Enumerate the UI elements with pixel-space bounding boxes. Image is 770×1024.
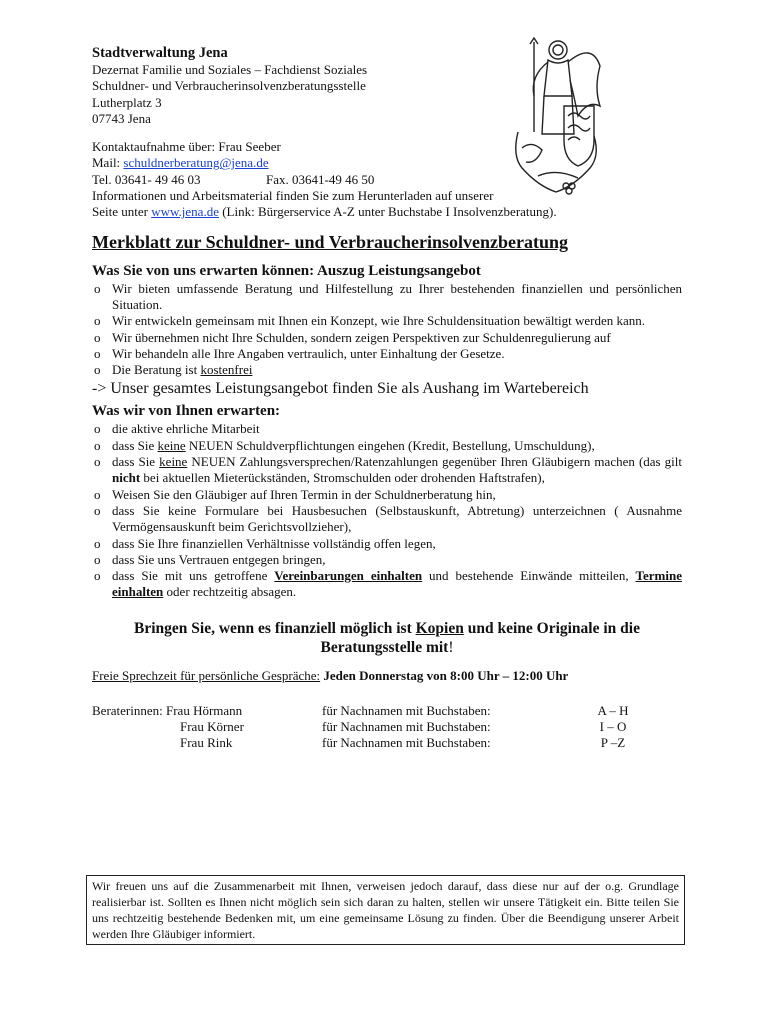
item-text: dass Sie mit uns getroffene bbox=[112, 568, 275, 584]
expectation-list bbox=[92, 421, 682, 600]
advisor-name: Frau Rink bbox=[180, 735, 233, 751]
site-suffix: (Link: Bürgerservice A-Z unter Buchstabe I Insolvenzberatung). bbox=[218, 204, 557, 220]
notice-text: Bringen Sie, wenn es finanziell möglich ist bbox=[134, 619, 416, 637]
advisor-name-text: Frau Hörmann bbox=[166, 702, 243, 718]
item-text: bei aktuellen Mieterückständen, Stromschulden oder drohenden Haftstrafen), bbox=[140, 470, 545, 486]
letterhead-line: Lutherplatz 3 bbox=[92, 94, 162, 110]
bring-copies-notice bbox=[92, 619, 682, 657]
advisor-rule: für Nachnamen mit Buchstaben: bbox=[322, 719, 491, 735]
item-text: dass Sie bbox=[112, 437, 158, 453]
organization-name: Stadtverwaltung Jena bbox=[92, 45, 228, 61]
emphasis-free: kostenfrei bbox=[200, 362, 253, 378]
notice-text: ! bbox=[448, 638, 454, 656]
website-line bbox=[92, 204, 682, 220]
phone-number: Tel. 03641- 49 46 03 bbox=[92, 171, 201, 187]
list-item bbox=[92, 454, 682, 487]
advisor-rule: für Nachnamen mit Buchstaben: bbox=[322, 735, 491, 751]
list-item: o dass Sie keine Formulare bei Hausbesuchen (Selbstauskunft, Abtretung) unterzeichnen ( Ausnahme Vermögensauskunft beim Gerichtsvollzieher), bbox=[92, 503, 682, 536]
list-item: o Wir behandeln alle Ihre Angaben vertraulich, unter Einhaltung der Gesetze. bbox=[92, 346, 682, 362]
emphasis-keine: keine bbox=[159, 454, 188, 470]
mail-label: Mail: bbox=[92, 155, 124, 171]
advisor-range: P –Z bbox=[600, 735, 626, 751]
list-item: o dass Sie uns Vertrauen entgegen bringen, bbox=[92, 552, 682, 568]
consultation-hours bbox=[92, 667, 682, 684]
contact-person: Kontaktaufnahme über: Frau Seeber bbox=[92, 139, 281, 155]
item-text: und bestehende Einwände mitteilen, bbox=[422, 568, 636, 584]
cooperation-notice-box: Wir freuen uns auf die Zusammenarbeit mit Ihnen, verweisen jedoch darauf, dass diese nur auf der o.g. Grundlage realisierbar ist. Sollten es Ihnen nicht möglich sein sich daran zu halten, stellen wir unsere Tätigkeit ein. Bitte teilen Sie uns rechtzeitig bestehende Bedenken mit, um eine gemeinsame Lösung zu finden. Über die Beendigung unserer Arbeit werden Ihre Gläubiger informiert. bbox=[86, 875, 685, 945]
list-item: o dass Sie Ihre finanziellen Verhältnisse vollständig offen legen, bbox=[92, 536, 682, 552]
document-title: Merkblatt zur Schuldner- und Verbraucherinsolvenzberatung bbox=[92, 231, 569, 252]
letterhead-line: Schuldner- und Verbraucherinsolvenzberatungsstelle bbox=[92, 78, 366, 94]
contact-mail-line bbox=[92, 155, 682, 171]
emphasis-keine: keine bbox=[157, 437, 186, 453]
item-text: Die Beratung ist bbox=[112, 362, 201, 378]
list-item: o Weisen Sie den Gläubiger auf Ihren Termin in der Schuldnerberatung hin, bbox=[92, 487, 682, 503]
advisor-range: A – H bbox=[597, 702, 629, 718]
advisor-table bbox=[92, 703, 682, 753]
notice-text: und keine Originale in die Beratungsstelle mit bbox=[320, 619, 640, 656]
offer-list bbox=[92, 281, 682, 379]
list-item bbox=[92, 362, 682, 378]
advisor-range: I – O bbox=[599, 719, 627, 735]
section-heading-expect: Was wir von Ihnen erwarten: bbox=[92, 403, 281, 420]
letterhead bbox=[92, 44, 682, 127]
item-text: oder rechtzeitig absagen. bbox=[163, 584, 297, 600]
hours-value: Jeden Donnerstag von 8:00 Uhr – 12:00 Uhr bbox=[320, 667, 569, 683]
letterhead-line: Dezernat Familie und Soziales – Fachdienst Soziales bbox=[92, 62, 368, 77]
emphasis-copies: Kopien bbox=[415, 619, 464, 637]
list-item bbox=[92, 568, 682, 601]
list-item: o die aktive ehrliche Mitarbeit bbox=[92, 421, 682, 437]
list-item bbox=[92, 438, 682, 454]
item-text: dass Sie bbox=[112, 454, 160, 470]
site-prefix: Seite unter bbox=[92, 204, 152, 220]
info-line: Informationen und Arbeitsmaterial finden Sie zum Herunterladen auf unserer bbox=[92, 188, 494, 204]
fax-number: Fax. 03641-49 46 50 bbox=[266, 171, 375, 187]
contact-block bbox=[92, 139, 682, 220]
offer-note: -> Unser gesamtes Leistungsangebot finden Sie als Aushang im Wartebereich bbox=[92, 380, 589, 398]
section-heading-offer: Was Sie von uns erwarten können: Auszug Leistungsangebot bbox=[92, 262, 481, 279]
hours-label: Freie Sprechzeit für persönliche Gespräche: bbox=[92, 667, 321, 683]
item-text: NEUEN Zahlungsversprechen/Ratenzahlungen gegenüber Ihren Gläubigern machen (das gilt bbox=[187, 454, 683, 470]
advisor-name bbox=[92, 703, 322, 719]
list-item: o Wir bieten umfassende Beratung und Hilfestellung zu Ihrer bestehenden finanziellen und persönlichen Situation. bbox=[92, 281, 682, 314]
emphasis-agreements: Vereinbarungen einhalten bbox=[274, 568, 423, 584]
letterhead-line: 07743 Jena bbox=[92, 110, 151, 126]
emphasis-appointments: Termine einhalten bbox=[112, 568, 682, 600]
advisor-name: Frau Körner bbox=[180, 719, 244, 735]
document-page bbox=[92, 44, 682, 753]
list-item: o Wir entwickeln gemeinsam mit Ihnen ein Konzept, wie Ihre Schuldensituation bewältigt werden kann. bbox=[92, 313, 682, 329]
emphasis-nicht: nicht bbox=[112, 470, 141, 486]
advisor-prefix: Beraterinnen: bbox=[92, 702, 166, 718]
list-item: o Wir übernehmen nicht Ihre Schulden, sondern zeigen Perspektiven zur Schuldenregulierung auf bbox=[92, 330, 682, 346]
advisor-rule: für Nachnamen mit Buchstaben: bbox=[322, 702, 491, 718]
website-link[interactable]: www.jena.de bbox=[151, 204, 219, 220]
contact-phone-line bbox=[92, 172, 682, 188]
mail-link[interactable]: schuldnerberatung@jena.de bbox=[123, 155, 269, 171]
item-text: NEUEN Schuldverpflichtungen eingehen (Kredit, Bestellung, Umschuldung), bbox=[185, 437, 595, 453]
